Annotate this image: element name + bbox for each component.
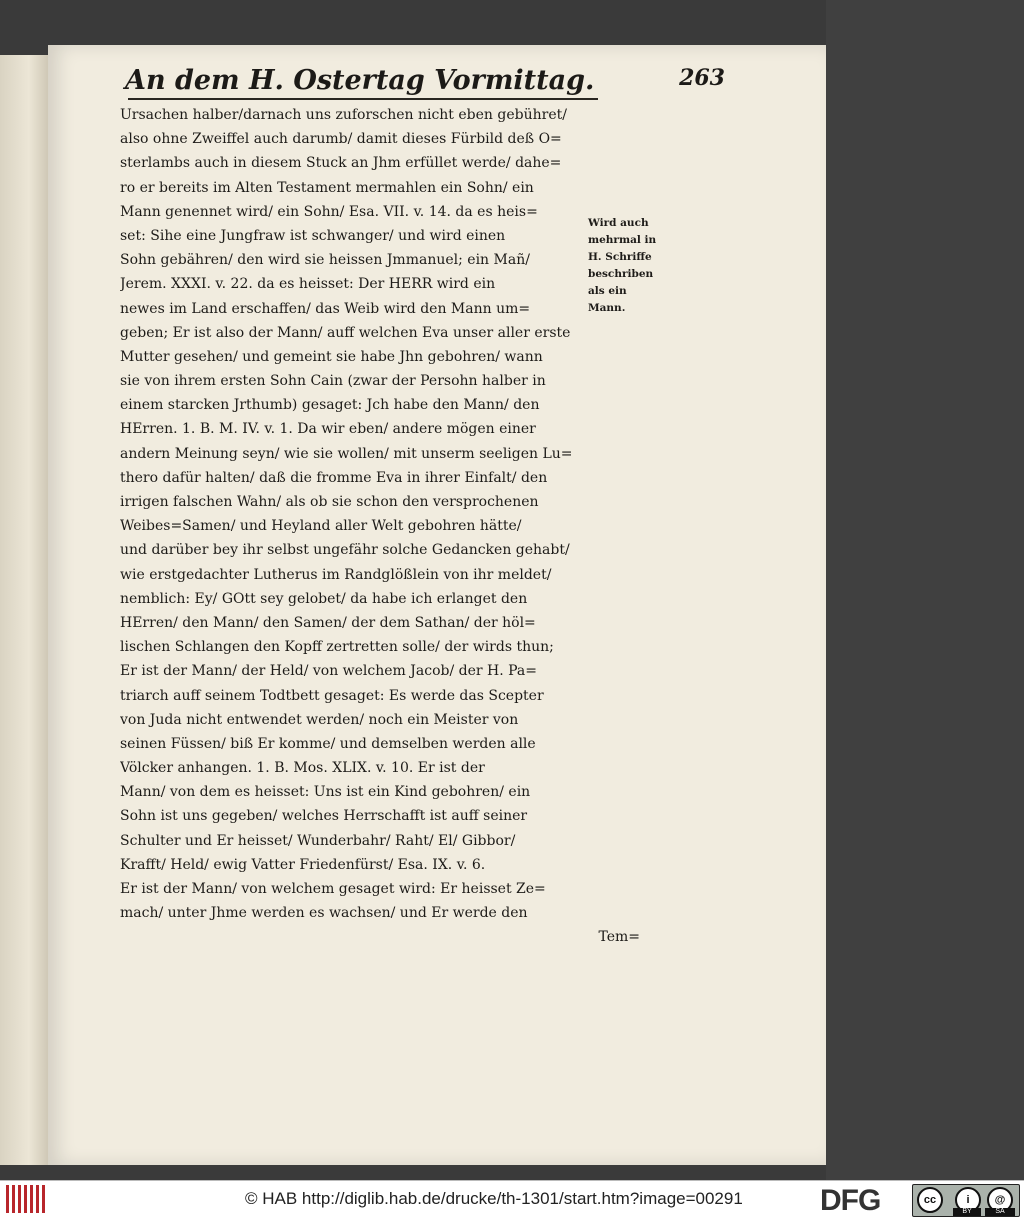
text-line: lischen Schlangen den Kopff zertretten solle/ der wirds thun; (120, 639, 554, 656)
text-line: nemblich: Ey/ GOtt sey gelobet/ da habe ich erlanget den (120, 590, 528, 607)
body-text (120, 103, 640, 950)
running-header (125, 65, 725, 101)
previous-page-edge (0, 55, 48, 1165)
text-line: newes im Land erschaffen/ das Weib wird den Mann um= (120, 300, 531, 317)
header-rule (128, 98, 598, 100)
text-line: einem starcken Jrthumb) gesaget: Jch habe den Mann/ den (120, 397, 540, 414)
by-label: BY (953, 1208, 981, 1216)
text-line: HErren. 1. B. M. IV. v. 1. Da wir eben/ andere mögen einer (120, 421, 536, 438)
catchword: Tem= (598, 929, 640, 946)
text-line: sterlambs auch in diesem Stuck an Jhm erfüllet werde/ dahe= (120, 155, 562, 172)
page-number: 263 (679, 65, 725, 91)
margin-note-line: Wird auch (588, 217, 649, 229)
text-line: set: Sihe eine Jungfraw ist schwanger/ und wird einen (120, 227, 506, 244)
text-line: seinen Füssen/ biß Er komme/ und demselben werden alle (120, 735, 536, 752)
text-line: Mann/ von dem es heisset: Uns ist ein Kind gebohren/ ein (120, 784, 531, 801)
text-line: HErren/ den Mann/ den Samen/ der dem Sathan/ der höl= (120, 614, 536, 631)
dfg-logo[interactable]: DFG (820, 1184, 881, 1217)
copyright-link[interactable]: © HAB http://diglib.hab.de/drucke/th-1301/start.htm?image=00291 (245, 1189, 743, 1208)
text-line: sie von ihrem ersten Sohn Cain (zwar der Persohn halber in (120, 373, 546, 390)
text-line: andern Meinung seyn/ wie sie wollen/ mit unserm seeligen Lu= (120, 445, 573, 462)
viewer-footer (0, 1180, 1024, 1218)
text-line: Er ist der Mann/ der Held/ von welchem Jacob/ der H. Pa= (120, 663, 538, 680)
margin-note-line: beschriben (588, 268, 654, 280)
text-line: wie erstgedachter Lutherus im Randglößlein von ihr meldet/ (120, 566, 552, 583)
cc-icon: cc (917, 1187, 943, 1213)
text-line: mach/ unter Jhme werden es wachsen/ und Er werde den (120, 905, 528, 922)
text-line: geben; Er ist also der Mann/ auff welchen Eva unser aller erste (120, 324, 571, 341)
text-line: irrigen falschen Wahn/ als ob sie schon den versprochenen (120, 494, 539, 510)
sa-icon: @ (987, 1187, 1013, 1213)
text-line: Er ist der Mann/ von welchem gesaget wird: Er heisset Ze= (120, 881, 546, 897)
text-line: Völcker anhangen. 1. B. Mos. XLIX. v. 10. Er ist der (120, 760, 485, 777)
by-icon: i (955, 1187, 981, 1213)
library-barcode-logo (6, 1185, 50, 1213)
page-header-title: An dem H. Ostertag Vormittag. (125, 65, 595, 96)
margin-note-line: mehrmal in (588, 234, 657, 246)
text-line: Jerem. XXXI. v. 22. da es heisset: Der HERR wird ein (120, 276, 496, 293)
margin-note (588, 215, 662, 317)
text-line: ro er bereits im Alten Testament mermahlen ein Sohn/ ein (120, 179, 534, 196)
scan-background-right (826, 0, 1024, 1180)
text-line: von Juda nicht entwendet werden/ noch ein Meister von (120, 711, 519, 728)
text-line: Schulter und Er heisset/ Wunderbahr/ Raht/ El/ Gibbor/ (120, 832, 516, 849)
text-line: Krafft/ Held/ ewig Vatter Friedenfürst/ Esa. IX. v. 6. (120, 856, 486, 873)
text-line: Sohn gebähren/ den wird sie heissen Jmmanuel; ein Mañ/ (120, 252, 530, 269)
text-line: thero dafür halten/ daß die fromme Eva in ihrer Einfalt/ den (120, 469, 548, 486)
text-line: Sohn ist uns gegeben/ welches Herrschafft ist auff seiner (120, 808, 528, 825)
text-line: Mutter gesehen/ und gemeint sie habe Jhn gebohren/ wann (120, 348, 543, 365)
text-line: Weibes=Samen/ und Heyland aller Welt gebohren hätte/ (120, 518, 522, 535)
sa-label: SA (985, 1208, 1015, 1216)
margin-note-line: als ein (588, 285, 627, 297)
text-line: Ursachen halber/darnach uns zuforschen nicht eben gebühret/ (120, 107, 567, 123)
margin-note-line: H. Schriffe (588, 251, 652, 263)
text-line: triarch auff seinem Todtbett gesaget: Es werde das Scepter (120, 687, 544, 704)
cc-by-sa-license-badge[interactable] (912, 1184, 1020, 1217)
margin-note-line: Mann. (588, 302, 626, 314)
text-line: also ohne Zweiffel auch darumb/ damit dieses Fürbild deß O= (120, 131, 562, 148)
text-line: und darüber bey ihr selbst ungefähr solche Gedancken gehabt/ (120, 542, 570, 559)
text-line: Mann genennet wird/ ein Sohn/ Esa. VII. v. 14. da es heis= (120, 203, 538, 220)
